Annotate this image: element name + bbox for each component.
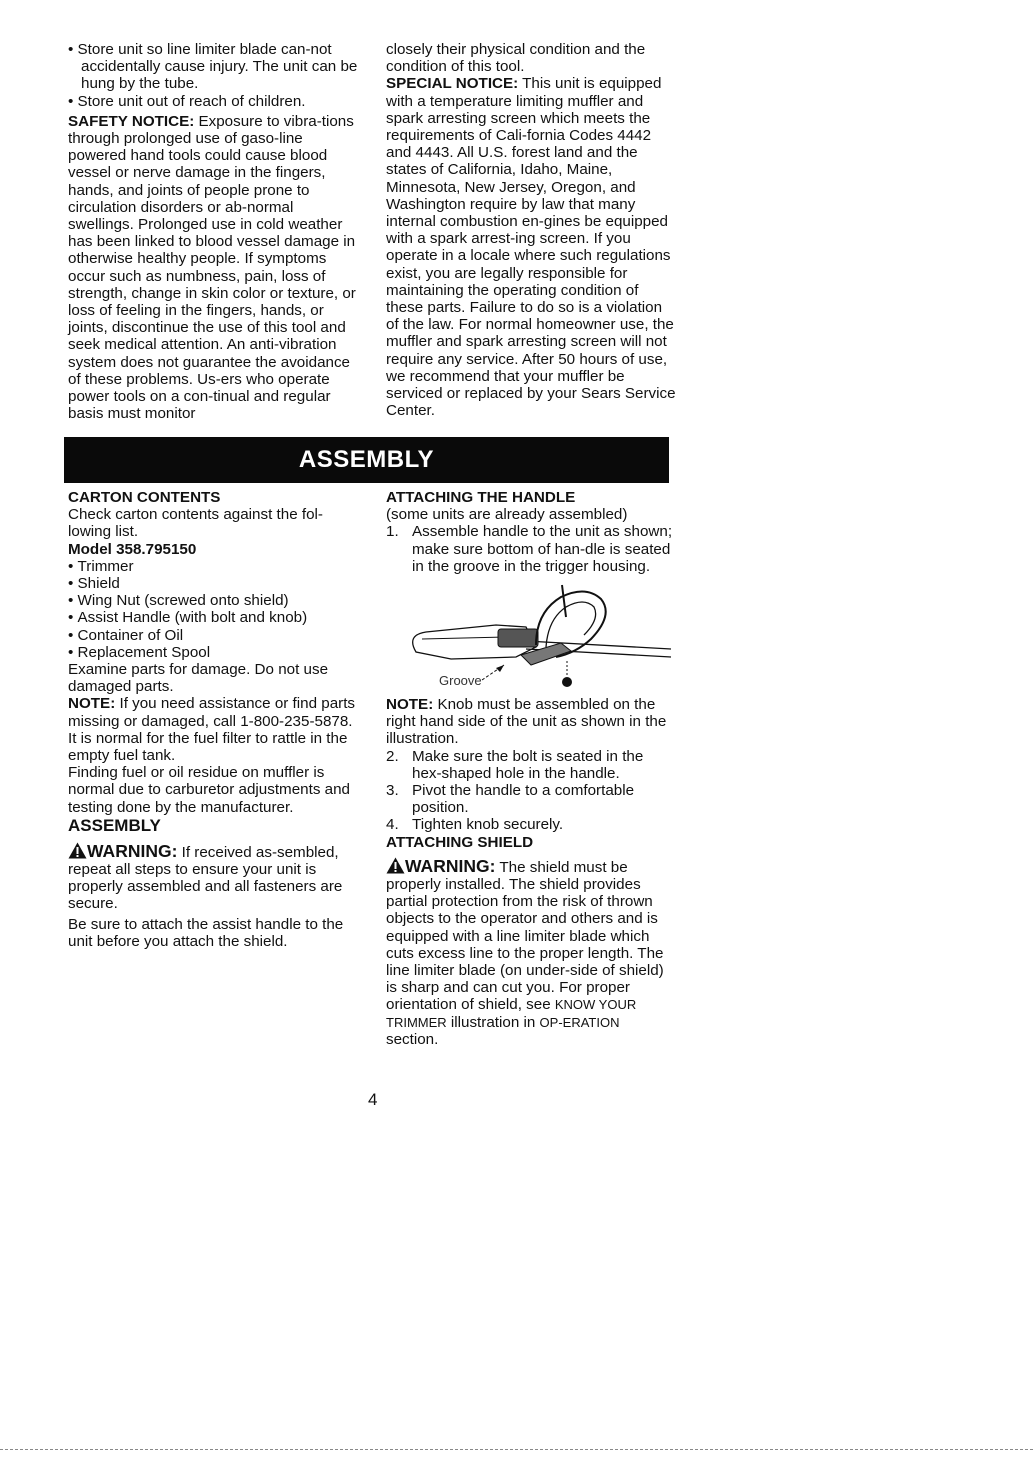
note-text: Knob must be assembled on the right hand side of the unit as shown in the illustration. xyxy=(386,696,667,748)
attaching-shield-heading: ATTACHING SHIELD xyxy=(386,833,534,851)
residue-text: Finding fuel or oil residue on muffler is normal due to carburetor adjustments and testing done by the manufacturer. xyxy=(68,764,350,816)
operation-ref: OP-ERATION xyxy=(539,1014,620,1030)
carton-intro: Check carton contents against the fol-lowing list. xyxy=(68,506,323,541)
carton-contents-heading: CARTON CONTENTS xyxy=(68,489,221,506)
list-item: • Assist Handle (with bolt and knob) xyxy=(68,609,308,627)
handle-subtext: (some units are already assembled) xyxy=(386,506,628,524)
special-notice-label: SPECIAL NOTICE: xyxy=(386,75,519,93)
step-item: 1. Assemble handle to the unit as shown; make sure bottom of han-dle is seated in the groove in the trigger housing. xyxy=(386,523,673,575)
page-number: 4 xyxy=(368,1090,378,1109)
page-edge-rule xyxy=(0,1449,1033,1450)
note xyxy=(386,696,676,748)
step-item: 2. Make sure the bolt is seated in the hex-shaped hole in the handle. xyxy=(386,747,644,782)
warning xyxy=(68,842,358,913)
list-item: • Container of Oil xyxy=(68,626,184,644)
know-your-trimmer-ref: KNOW YOUR TRIMMER xyxy=(386,997,637,1030)
list-item: • Store unit out of reach of children. xyxy=(68,92,306,110)
step-item: 4. Tighten knob securely. xyxy=(386,816,564,834)
list-item: • Trimmer xyxy=(68,557,134,575)
model-label: Model 358.795150 xyxy=(68,540,197,558)
list-item: • Replacement Spool xyxy=(68,643,211,661)
warning-icon xyxy=(68,842,87,859)
assembly-heading: ASSEMBLY xyxy=(68,815,161,835)
handle-illustration xyxy=(386,577,676,692)
list-item: • Wing Nut (screwed onto shield) xyxy=(68,592,289,610)
note-label: NOTE: xyxy=(68,695,116,713)
groove-label: Groove xyxy=(439,673,482,689)
note xyxy=(68,695,358,729)
warning-label: WARNING: xyxy=(405,855,496,876)
handle-diagram xyxy=(386,577,676,692)
step-item: 3. Pivot the handle to a comfortable position. xyxy=(386,782,635,817)
attaching-handle-column xyxy=(386,489,676,1048)
warning-icon xyxy=(386,857,405,874)
carton-contents-column xyxy=(68,489,358,950)
safety-notice-text: Exposure to vibra-tions through prolonged use of gaso-line powered hand tools could cause blood vessel or nerve damage in the fingers, hands, and joints of people prone to circulation disorders or ab-normal swellings. Prolonged use in cold weather has been linked to blood vessel damage in otherwise healthy people. If symptoms occur such as numbness, pain, loss of strength, change in skin color or texture, or loss of feeling in the fingers, hands, or joints, discontinue the use of this tool and seek medical attention. An anti-vibration system does not guarantee the avoidance of these problems. Us-ers who operate power tools on a con-tinual and regular basis must monitor xyxy=(68,112,356,423)
safety-notice xyxy=(68,113,358,423)
special-notice-column xyxy=(386,41,676,419)
note-label: NOTE: xyxy=(386,696,434,714)
list-item: • Shield xyxy=(68,575,120,593)
warning-label: WARNING: xyxy=(87,840,178,861)
section-banner: ASSEMBLY xyxy=(64,437,669,483)
attach-note: Be sure to attach the assist handle to the unit before you attach the shield. xyxy=(68,915,344,950)
special-notice xyxy=(386,75,676,419)
fuel-filter-text: It is normal for the fuel filter to rattle in the empty fuel tank. xyxy=(68,729,348,765)
safety-notice-label: SAFETY NOTICE: xyxy=(68,112,195,130)
continued-text: closely their physical condition and the condition of this tool. xyxy=(386,41,646,76)
note-text: If you need assistance or find parts missing or damaged, call 1-800-235-5878. xyxy=(68,695,356,730)
safety-column xyxy=(68,41,358,422)
warning-text: The shield must be properly installed. The shield provides partial protection from the risk of thrown objects to the operator and others and is equipped with a line limiter blade which cuts excess line to the proper length. The line limiter blade (on under-side of shield) is sharp and can cut you. For proper orientation of shield, see xyxy=(386,858,664,1014)
attaching-handle-heading: ATTACHING THE HANDLE xyxy=(386,489,576,506)
examine-text: Examine parts for damage. Do not use damaged parts. xyxy=(68,661,329,696)
list-item: • Store unit so line limiter blade can-not accidentally cause injury. The unit can be hung by the tube. xyxy=(68,41,358,93)
special-notice-text: This unit is equipped with a temperature limiting muffler and spark arresting screen which meets the requirements of Cali-fornia Codes 4442 and 4443. All U.S. forest land and the states of California, Idaho, Maine, Minnesota, New Jersey, Oregon, and Washington require by law that many internal combustion en-gines be equipped with a spark arrest-ing screen. If you operate in a locale where such regulations exist, you are legally responsible for maintaining the operating condition of these parts. Failure to do so is a violation of the law. For normal homeowner use, the muffler and spark arresting screen will not require any service. After 50 hours of use, we recommend that your muffler be serviced or replaced by your Sears Service Center. xyxy=(386,75,676,420)
warning: WARNING: The shield must be properly installed. The shield provides partial protection from the risk of thrown objects to the operator and others and is equipped with a line limiter blade which cuts excess line to the proper length. The line limiter blade (on under-side of shield) is sharp and can cut you. For proper orientation of shield, see KNOW YOUR TRIMMER illustration in OP-ERATION section. xyxy=(386,855,664,1048)
warning-text: If received as-sembled, repeat all steps to ensure your unit is properly assembled and all fasteners are secure. xyxy=(68,843,343,913)
